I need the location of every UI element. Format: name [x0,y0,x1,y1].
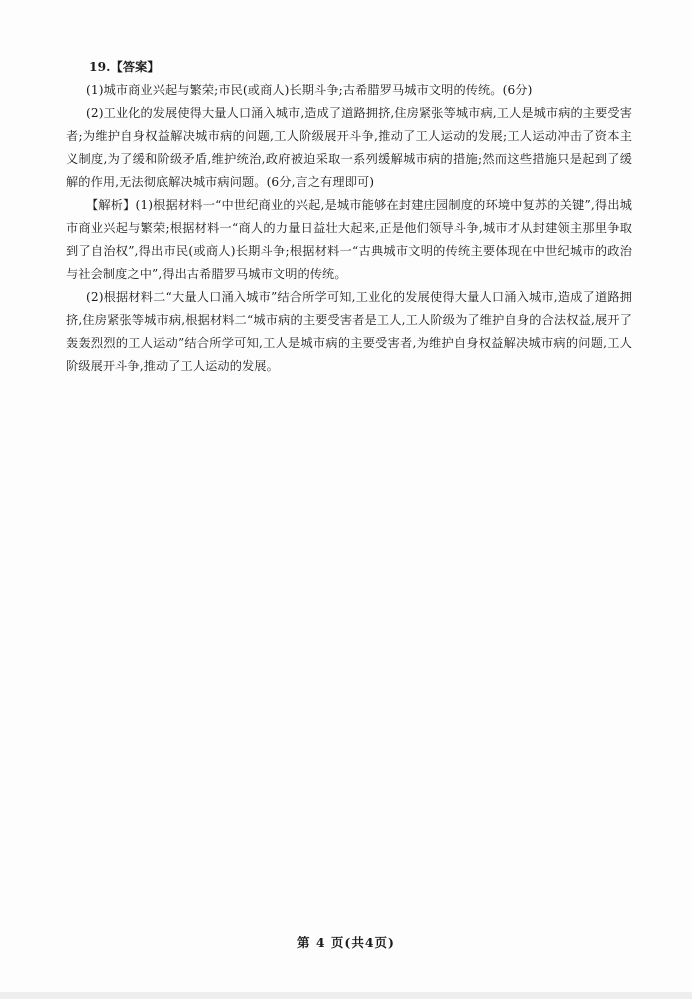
answer-content [66,56,632,378]
answer-part-1: (1)城市商业兴起与繁荣;市民(或商人)长期斗争;古希腊罗马城市文明的传统。(6分) [86,83,533,97]
page-number: 第 4 页(共4页) [297,935,395,950]
answer-part-2: (2)工业化的发展使得大量人口涌入城市,造成了道路拥挤,住房紧张等城市病,工人是城市病的主要受害者;为维护自身权益解决城市病的问题,工人阶级展开斗争,推动了工人运动的发展;工人运动冲击了资本主义制度,为了缓和阶级矛盾,维护统治,政府被迫采取一系列缓解城市病的措施;然而这些措施只是起到了缓解的作用,无法彻底解决城市病问题。(6分,言之有理即可) [66,106,632,189]
analysis-part-1: 【解析】(1)根据材料一“中世纪商业的兴起,是城市能够在封建庄园制度的环境中复苏的关键”,得出城市商业兴起与繁荣;根据材料一“商人的力量日益壮大起来,正是他们领导斗争,城市才从封建领主那里争取到了自治权”,得出市民(或商人)长期斗争;根据材料一“古典城市文明的传统主要体现在中世纪城市的政治与社会制度之中”,得出古希腊罗马城市文明的传统。 [66,198,632,281]
analysis-part-2: (2)根据材料二“大量人口涌入城市”结合所学可知,工业化的发展使得大量人口涌入城市,造成了道路拥挤,住房紧张等城市病,根据材料二“城市病的主要受害者是工人,工人阶级为了维护自身的合法权益,展开了轰轰烈烈的工人运动”结合所学可知,工人是城市病的主要受害者,为维护自身权益解决城市病的问题,工人阶级展开斗争,推动了工人运动的发展。 [66,290,632,373]
page-bottom-edge [0,992,692,999]
question-heading: 19.【答案】 [89,60,160,74]
